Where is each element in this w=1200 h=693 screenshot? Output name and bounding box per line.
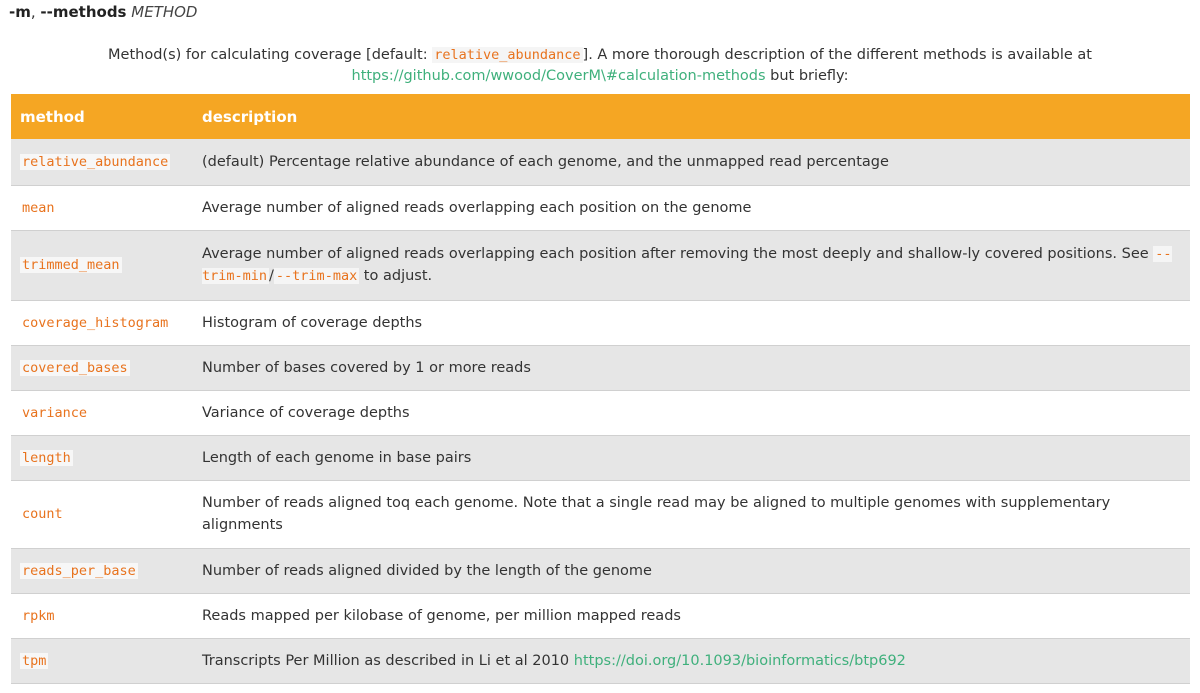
description-cell bbox=[193, 638, 1190, 683]
method-name: covered_bases bbox=[22, 359, 128, 376]
method-cell bbox=[11, 593, 193, 638]
description-text: Average number of aligned reads overlapping each position after removing the most deeply and shallow-ly covered positions. See bbox=[202, 246, 1154, 262]
method-cell bbox=[11, 300, 193, 345]
doi-link[interactable]: https://doi.org/10.1093/bioinformatics/btp692 bbox=[573, 652, 906, 669]
option-separator: , bbox=[30, 3, 41, 21]
method-name: rpkm bbox=[22, 607, 55, 624]
method-cell bbox=[11, 185, 193, 230]
method-cell bbox=[11, 230, 193, 300]
description-cell: Number of bases covered by 1 or more reads bbox=[193, 345, 1190, 390]
intro-text-middle: ]. A more thorough description of the different methods is available at bbox=[582, 47, 1092, 63]
description-cell: Number of reads aligned divided by the length of the genome bbox=[193, 548, 1190, 593]
methods-table bbox=[11, 94, 1190, 684]
option-long-flag: --methods bbox=[40, 3, 127, 21]
method-name: tpm bbox=[22, 652, 47, 669]
method-cell bbox=[11, 480, 193, 548]
method-name: reads_per_base bbox=[22, 562, 136, 579]
method-cell bbox=[11, 390, 193, 435]
description-cell: Average number of aligned reads overlapping each position on the genome bbox=[193, 185, 1190, 230]
intro-text-before: Method(s) for calculating coverage [default: bbox=[108, 47, 433, 63]
method-name: coverage_histogram bbox=[22, 314, 169, 331]
description-text: Transcripts Per Million as described in Li et al 2010 bbox=[202, 652, 574, 669]
description-cell: Reads mapped per kilobase of genome, per million mapped reads bbox=[193, 593, 1190, 638]
method-cell bbox=[11, 638, 193, 683]
table-row bbox=[11, 593, 1190, 638]
method-cell bbox=[11, 345, 193, 390]
calculation-methods-link[interactable]: https://github.com/wwood/CoverM\#calculation-methods bbox=[351, 68, 766, 84]
table-row bbox=[11, 230, 1190, 300]
table-row bbox=[11, 548, 1190, 593]
method-name: mean bbox=[22, 199, 55, 216]
description-cell: Variance of coverage depths bbox=[193, 390, 1190, 435]
option-heading bbox=[9, 3, 197, 21]
description-text-end: to adjust. bbox=[359, 268, 433, 284]
method-cell bbox=[11, 139, 193, 185]
trim-min-code: --trim-min bbox=[202, 246, 1172, 284]
method-name: relative_abundance bbox=[22, 153, 169, 170]
option-metavar: METHOD bbox=[131, 3, 198, 21]
intro-text-after: but briefly: bbox=[765, 68, 849, 84]
header-description: description bbox=[193, 94, 1190, 139]
method-cell bbox=[11, 435, 193, 480]
description-cell bbox=[193, 230, 1190, 300]
description-cell: Number of reads aligned toq each genome. Note that a single read may be aligned to multiple genomes with supplementary alignments bbox=[193, 480, 1190, 548]
table-row bbox=[11, 185, 1190, 230]
method-name: length bbox=[22, 449, 71, 466]
option-description bbox=[10, 45, 1190, 87]
option-short-flag: -m bbox=[9, 3, 31, 21]
table-row bbox=[11, 345, 1190, 390]
description-cell: Histogram of coverage depths bbox=[193, 300, 1190, 345]
description-cell: (default) Percentage relative abundance of each genome, and the unmapped read percentage bbox=[193, 139, 1190, 185]
table-row bbox=[11, 480, 1190, 548]
header-method: method bbox=[11, 94, 193, 139]
table-row bbox=[11, 139, 1190, 185]
intro-default-code: relative_abundance bbox=[434, 47, 581, 63]
table-row bbox=[11, 638, 1190, 683]
table-row bbox=[11, 390, 1190, 435]
method-name: count bbox=[22, 506, 63, 522]
method-name: variance bbox=[22, 404, 88, 421]
table-row bbox=[11, 435, 1190, 480]
table-header-row bbox=[11, 94, 1190, 139]
slash-text: / bbox=[269, 268, 274, 284]
trim-max-code: --trim-max bbox=[275, 268, 358, 284]
description-cell: Length of each genome in base pairs bbox=[193, 435, 1190, 480]
table-row bbox=[11, 300, 1190, 345]
method-name: trimmed_mean bbox=[22, 257, 120, 273]
method-cell bbox=[11, 548, 193, 593]
